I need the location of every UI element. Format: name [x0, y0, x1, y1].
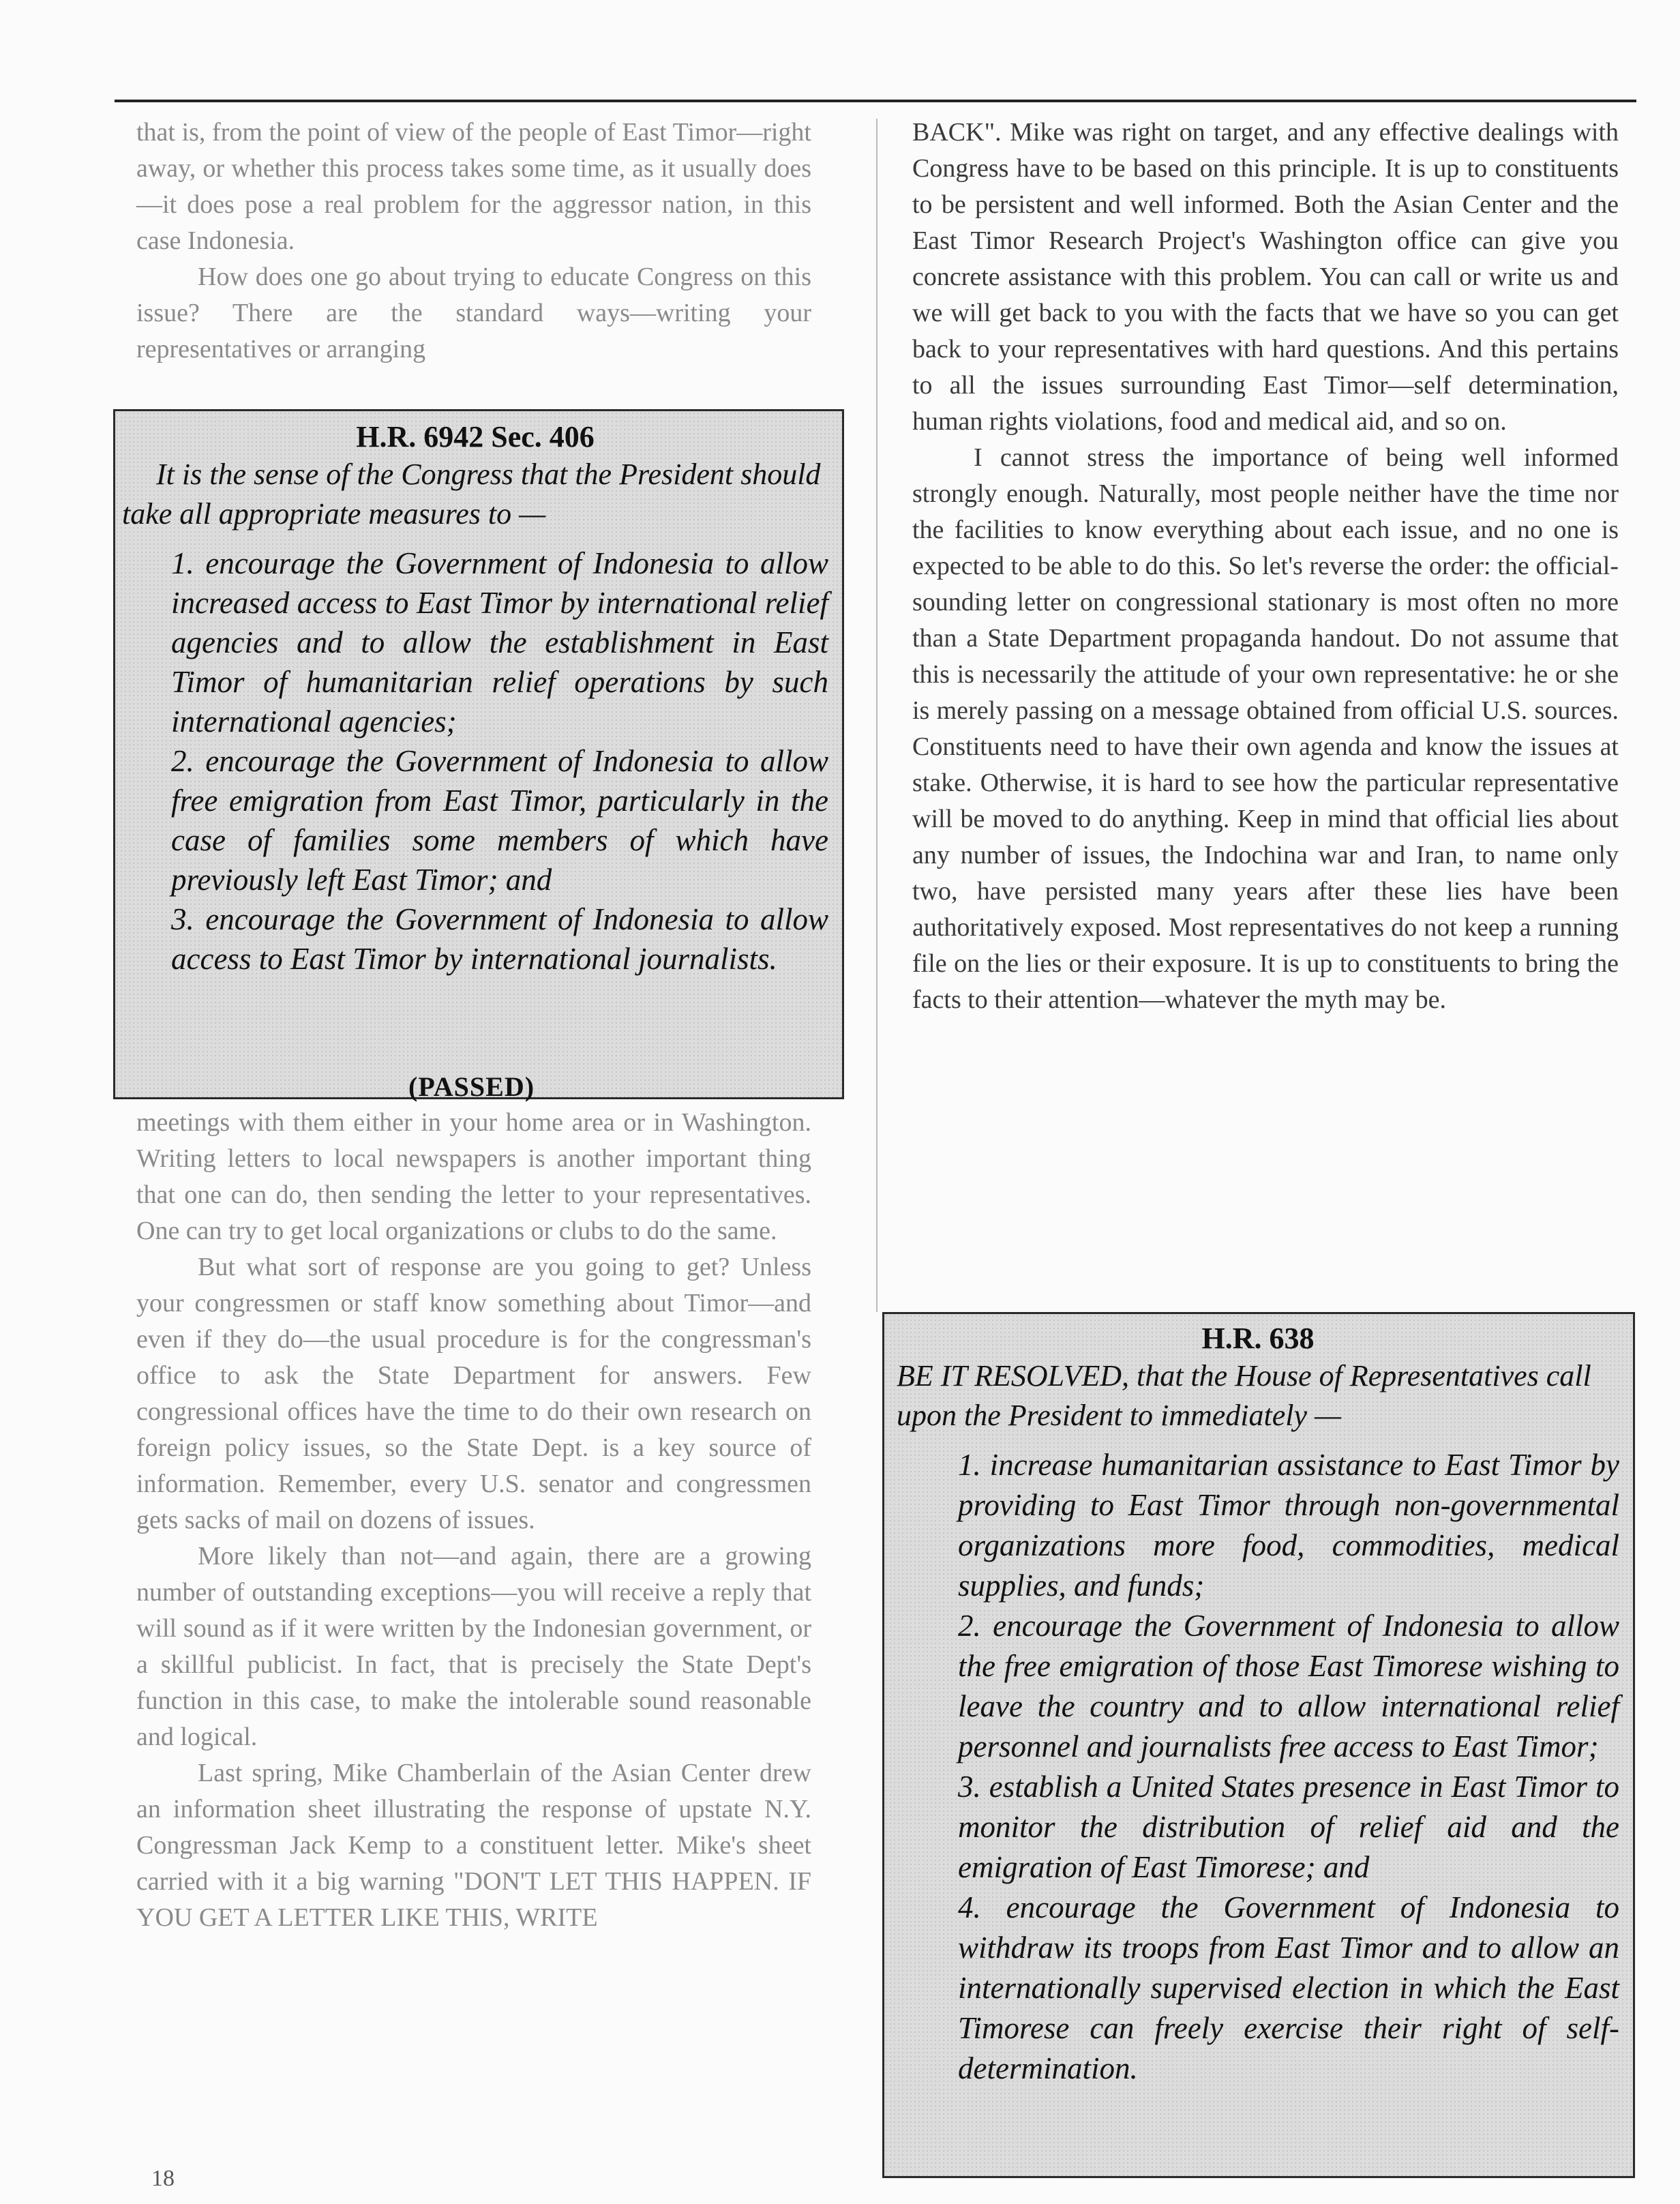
hr-6942-items [171, 543, 828, 979]
hr-638-intro: BE IT RESOLVED, that the House of Representatives call upon the President to immediately — [897, 1359, 1591, 1432]
paragraph: meetings with them either in your home area or in Washington. Writing letters to local newspapers is another important thing that one can do, then sending the letter to your representatives. One can try to get local organizations or clubs to do the same. [136, 1108, 811, 1245]
resolution-item: 2. encourage the Government of Indonesia to allow the free emigration of those East Timorese wishing to leave the country and to allow international relief personnel and journalists free access to East Timor; [958, 1609, 1619, 1763]
left-column-bottom [136, 1105, 811, 1936]
hr-638-title: H.R. 638 [1201, 1322, 1315, 1355]
paragraph: I cannot stress the importance of being well informed strongly enough. Naturally, most people neither have the time nor the facilities to know everything about each issue, and no one is expected to be able to do this. So let's reverse the order: the official-sounding letter on congressional stationary is most often no more than a State Department propaganda handout. Do not assume that this is necessarily the attitude of your own representative: he or she is merely passing on a message obtained from official U.S. sources. Constituents need to have their own agenda and know the issues at stake. Otherwise, it is hard to see how the particular representative will be moved to do anything. Keep in mind that official lies about any number of issues, the Indochina war and Iran, to name only two, have persisted many years after these lies have been authoritatively exposed. Most representatives do not keep a running file on the lies or their exposure. It is up to constituents to bring the facts to their attention—whatever the myth may be. [912, 443, 1619, 1014]
hr-6942-title: H.R. 6942 Sec. 406 [356, 420, 595, 453]
page-number: 18 [151, 2166, 175, 2191]
right-column [912, 115, 1619, 1018]
passed-status: (PASSED) [408, 1071, 535, 1102]
left-column-top [136, 115, 811, 368]
resolution-item: 1. increase humanitarian assistance to East Timor by providing to East Timor through non-governmental organizations more food, commodities, medical supplies, and funds; [958, 1448, 1619, 1603]
hr-6942-sidebar [113, 409, 844, 1102]
paragraph: But what sort of response are you going to get? Unless your congressmen or staff know something about Timor—and even if they do—the usual procedure is for the congressman's office to ask the State Department for answers. Few congressional offices have the time to do their own research on foreign policy issues, so the State Dept. is a key source of information. Remember, every U.S. senator and congressmen gets sacks of mail on dozens of issues. [136, 1253, 811, 1534]
paragraph: How does one go about trying to educate Congress on this issue? There are the standard ways—writing your representatives or arranging [136, 263, 811, 363]
resolution-item: 4. encourage the Government of Indonesia to withdraw its troops from East Timor and to allow an internationally supervised election in which the East Timorese can freely exercise their right of self-determination. [958, 1890, 1619, 2085]
top-rule [115, 100, 1636, 102]
resolution-item: 2. encourage the Government of Indonesia to allow free emigration from East Timor, particularly in the case of families some members of which have previously left East Timor; and [171, 744, 828, 897]
paragraph: that is, from the point of view of the people of East Timor—right away, or whether this process takes some time, as it usually does—it does pose a real problem for the aggressor nation, in this case Indonesia. [136, 118, 811, 255]
hr-6942-intro: It is the sense of the Congress that the President should take all appropriate measures to — [122, 458, 821, 531]
paragraph: Last spring, Mike Chamberlain of the Asian Center drew an information sheet illustrating the response of upstate N.Y. Congressman Jack Kemp to a constituent letter. Mike's sheet carried with it a big warning "DON'T LET THIS HAPPEN. IF YOU GET A LETTER LIKE THIS, WRITE [136, 1759, 811, 1932]
hr-638-items [958, 1445, 1619, 2089]
paragraph: More likely than not—and again, there are a growing number of outstanding exceptions—you will receive a reply that will sound as if it were written by the Indonesian government, or a skillful publicist. In fact, that is precisely the State Dept's function in this case, to make the intolerable sound reasonable and logical. [136, 1542, 811, 1751]
resolution-item: 3. establish a United States presence in East Timor to monitor the distribution of relief aid and the emigration of East Timorese; and [958, 1770, 1619, 1884]
hr-638-sidebar [882, 1312, 1635, 2178]
column-divider [876, 119, 877, 1312]
resolution-item: 3. encourage the Government of Indonesia to allow access to East Timor by international journalists. [171, 902, 828, 976]
paragraph: BACK". Mike was right on target, and any effective dealings with Congress have to be based on this principle. It is up to constituents to be persistent and well informed. Both the Asian Center and the East Timor Research Project's Washington office can give you concrete assistance with this problem. You can call or write us and we will get back to you with the facts that we have so you can get back to your representatives with hard questions. And this pertains to all the issues surrounding East Timor—self determination, human rights violations, food and medical aid, and so on. [912, 118, 1619, 436]
resolution-item: 1. encourage the Government of Indonesia to allow increased access to East Timor by international relief agencies and to allow the establishment in East Timor of humanitarian relief operations by such international agencies; [171, 546, 828, 739]
